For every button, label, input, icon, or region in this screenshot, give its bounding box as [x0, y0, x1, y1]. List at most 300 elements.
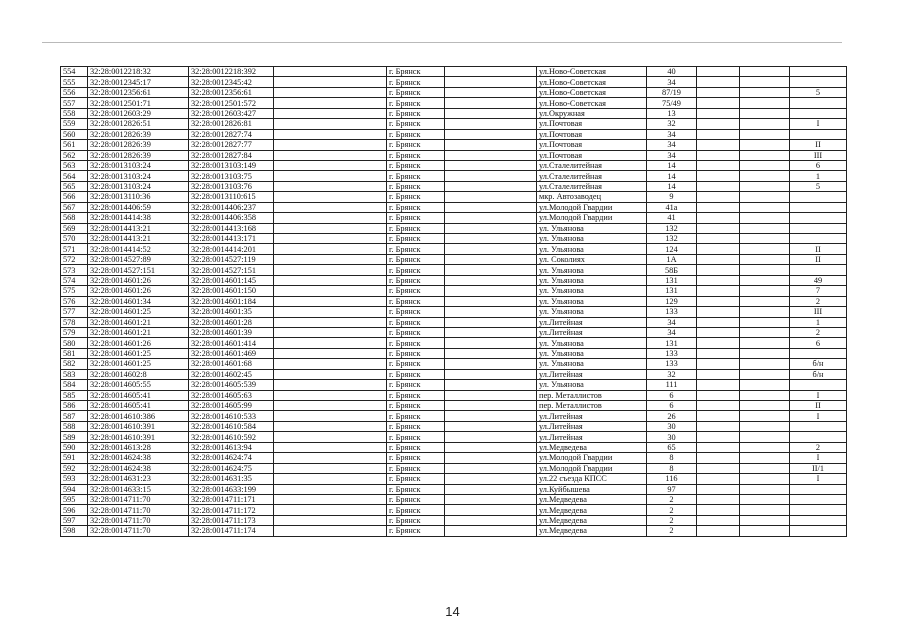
empty-cell	[740, 348, 790, 358]
row-number: 577	[61, 307, 88, 317]
empty-cell	[445, 87, 537, 97]
empty-cell	[740, 463, 790, 473]
street: ул.Ново-Советская	[537, 67, 647, 77]
empty-cell	[697, 401, 740, 411]
block-number: 32:28:0014601:25	[88, 359, 189, 369]
row-number: 554	[61, 67, 88, 77]
empty-cell	[697, 327, 740, 337]
empty-cell	[445, 401, 537, 411]
unit-designation: 6	[790, 160, 847, 170]
unit-designation	[790, 98, 847, 108]
table-row	[61, 234, 847, 244]
block-number: 32:28:0014414:38	[88, 213, 189, 223]
street: ул. Ульянова	[537, 265, 647, 275]
house-number: 75/49	[647, 98, 697, 108]
empty-cell	[697, 526, 740, 536]
empty-cell	[740, 515, 790, 525]
empty-cell	[274, 474, 387, 484]
empty-cell	[740, 421, 790, 431]
street: ул.Литейная	[537, 421, 647, 431]
unit-designation	[790, 484, 847, 494]
street: ул. Ульянова	[537, 348, 647, 358]
empty-cell	[274, 348, 387, 358]
house-number: 132	[647, 234, 697, 244]
empty-cell	[697, 202, 740, 212]
street: ул. Соколиях	[537, 254, 647, 264]
empty-cell	[697, 474, 740, 484]
table-row	[61, 213, 847, 223]
house-number: 87/19	[647, 87, 697, 97]
block-number: 32:28:0014601:26	[88, 275, 189, 285]
row-number: 597	[61, 515, 88, 525]
top-rule	[42, 42, 842, 43]
row-number: 590	[61, 442, 88, 452]
empty-cell	[697, 171, 740, 181]
empty-cell	[445, 432, 537, 442]
block-number: 32:28:0014605:41	[88, 390, 189, 400]
house-number: 32	[647, 119, 697, 129]
empty-cell	[274, 244, 387, 254]
street: ул.Медведева	[537, 526, 647, 536]
empty-cell	[697, 296, 740, 306]
row-number: 586	[61, 401, 88, 411]
unit-designation: III	[790, 307, 847, 317]
house-number: 111	[647, 380, 697, 390]
row-number: 598	[61, 526, 88, 536]
empty-cell	[697, 213, 740, 223]
block-number: 32:28:0014601:21	[88, 327, 189, 337]
row-number: 565	[61, 181, 88, 191]
block-number: 32:28:0014610:386	[88, 411, 189, 421]
street: пер. Металлистов	[537, 401, 647, 411]
empty-cell	[445, 369, 537, 379]
empty-cell	[697, 150, 740, 160]
empty-cell	[445, 98, 537, 108]
empty-cell	[274, 265, 387, 275]
table-row	[61, 77, 847, 87]
city: г. Брянск	[387, 160, 445, 170]
empty-cell	[445, 202, 537, 212]
house-number: 13	[647, 108, 697, 118]
empty-cell	[274, 77, 387, 87]
empty-cell	[697, 442, 740, 452]
table-row	[61, 474, 847, 484]
empty-cell	[697, 181, 740, 191]
empty-cell	[274, 307, 387, 317]
empty-cell	[274, 411, 387, 421]
empty-cell	[697, 254, 740, 264]
row-number: 572	[61, 254, 88, 264]
empty-cell	[697, 453, 740, 463]
street: ул. Ульянова	[537, 296, 647, 306]
table-row	[61, 223, 847, 233]
cadastral-number: 32:28:0014610:592	[189, 432, 274, 442]
empty-cell	[740, 401, 790, 411]
row-number: 556	[61, 87, 88, 97]
empty-cell	[740, 98, 790, 108]
house-number: 30	[647, 421, 697, 431]
street: ул.Почтовая	[537, 129, 647, 139]
empty-cell	[740, 140, 790, 150]
empty-cell	[445, 213, 537, 223]
city: г. Брянск	[387, 140, 445, 150]
empty-cell	[445, 359, 537, 369]
cadastral-number: 32:28:0014610:584	[189, 421, 274, 431]
row-number: 578	[61, 317, 88, 327]
empty-cell	[740, 327, 790, 337]
empty-cell	[274, 160, 387, 170]
row-number: 567	[61, 202, 88, 212]
table-row	[61, 296, 847, 306]
street: ул.Медведева	[537, 442, 647, 452]
empty-cell	[740, 234, 790, 244]
empty-cell	[274, 380, 387, 390]
house-number: 129	[647, 296, 697, 306]
empty-cell	[740, 119, 790, 129]
empty-cell	[740, 338, 790, 348]
city: г. Брянск	[387, 401, 445, 411]
cadastral-number: 32:28:0012356:61	[189, 87, 274, 97]
row-number: 592	[61, 463, 88, 473]
table-row	[61, 87, 847, 97]
cadastral-number: 32:28:0012501:572	[189, 98, 274, 108]
unit-designation: 7	[790, 286, 847, 296]
house-number: 26	[647, 411, 697, 421]
empty-cell	[740, 254, 790, 264]
house-number: 34	[647, 77, 697, 87]
block-number: 32:28:0014711:70	[88, 515, 189, 525]
empty-cell	[445, 484, 537, 494]
row-number: 571	[61, 244, 88, 254]
street: ул. Ульянова	[537, 338, 647, 348]
city: г. Брянск	[387, 327, 445, 337]
cadastral-number: 32:28:0014601:35	[189, 307, 274, 317]
empty-cell	[740, 67, 790, 77]
table-row	[61, 432, 847, 442]
table-row	[61, 401, 847, 411]
city: г. Брянск	[387, 286, 445, 296]
empty-cell	[697, 160, 740, 170]
unit-designation: III	[790, 150, 847, 160]
house-number: 2	[647, 515, 697, 525]
empty-cell	[740, 265, 790, 275]
empty-cell	[697, 244, 740, 254]
table-row	[61, 380, 847, 390]
block-number: 32:28:0014527:89	[88, 254, 189, 264]
cadastral-number: 32:28:0012603:427	[189, 108, 274, 118]
table-row	[61, 317, 847, 327]
empty-cell	[697, 494, 740, 504]
cadastral-number: 32:28:0014414:201	[189, 244, 274, 254]
city: г. Брянск	[387, 453, 445, 463]
row-number: 587	[61, 411, 88, 421]
empty-cell	[274, 67, 387, 77]
unit-designation	[790, 67, 847, 77]
city: г. Брянск	[387, 67, 445, 77]
table-row	[61, 494, 847, 504]
empty-cell	[274, 87, 387, 97]
empty-cell	[274, 213, 387, 223]
table-row	[61, 129, 847, 139]
street: ул.Литейная	[537, 327, 647, 337]
city: г. Брянск	[387, 181, 445, 191]
empty-cell	[740, 390, 790, 400]
city: г. Брянск	[387, 338, 445, 348]
cadastral-number: 32:28:0014601:184	[189, 296, 274, 306]
cadastral-number: 32:28:0014601:28	[189, 317, 274, 327]
empty-cell	[274, 192, 387, 202]
table-row	[61, 338, 847, 348]
unit-designation: 2	[790, 327, 847, 337]
city: г. Брянск	[387, 505, 445, 515]
street: ул. Ульянова	[537, 359, 647, 369]
block-number: 32:28:0014610:391	[88, 421, 189, 431]
cadastral-number: 32:28:0014610:533	[189, 411, 274, 421]
empty-cell	[445, 515, 537, 525]
unit-designation: 5	[790, 181, 847, 191]
block-number: 32:28:0012826:51	[88, 119, 189, 129]
unit-designation	[790, 129, 847, 139]
empty-cell	[445, 171, 537, 181]
street: ул. Ульянова	[537, 244, 647, 254]
row-number: 580	[61, 338, 88, 348]
empty-cell	[740, 77, 790, 87]
table-row	[61, 286, 847, 296]
table-row	[61, 275, 847, 285]
row-number: 559	[61, 119, 88, 129]
city: г. Брянск	[387, 359, 445, 369]
table-row	[61, 453, 847, 463]
empty-cell	[740, 192, 790, 202]
table-row	[61, 463, 847, 473]
empty-cell	[740, 244, 790, 254]
table-row	[61, 98, 847, 108]
empty-cell	[697, 484, 740, 494]
empty-cell	[274, 369, 387, 379]
table-row	[61, 67, 847, 77]
street: ул.Молодой Гвардии	[537, 453, 647, 463]
house-number: 131	[647, 286, 697, 296]
unit-designation	[790, 494, 847, 504]
unit-designation	[790, 108, 847, 118]
empty-cell	[445, 453, 537, 463]
row-number: 574	[61, 275, 88, 285]
unit-designation: б/н	[790, 359, 847, 369]
house-number: 8	[647, 463, 697, 473]
empty-cell	[445, 348, 537, 358]
empty-cell	[697, 505, 740, 515]
cadastral-number: 32:28:0014601:68	[189, 359, 274, 369]
city: г. Брянск	[387, 515, 445, 525]
house-number: 132	[647, 223, 697, 233]
street: ул.Сталелитейная	[537, 160, 647, 170]
empty-cell	[445, 296, 537, 306]
city: г. Брянск	[387, 494, 445, 504]
empty-cell	[697, 108, 740, 118]
street: ул.Почтовая	[537, 140, 647, 150]
unit-designation	[790, 515, 847, 525]
street: ул.Молодой Гвардии	[537, 213, 647, 223]
empty-cell	[274, 275, 387, 285]
city: г. Брянск	[387, 421, 445, 431]
empty-cell	[697, 234, 740, 244]
block-number: 32:28:0014414:52	[88, 244, 189, 254]
block-number: 32:28:0014711:70	[88, 494, 189, 504]
house-number: 6	[647, 401, 697, 411]
city: г. Брянск	[387, 463, 445, 473]
block-number: 32:28:0014601:25	[88, 348, 189, 358]
empty-cell	[445, 129, 537, 139]
empty-cell	[697, 286, 740, 296]
unit-designation: II/1	[790, 463, 847, 473]
table-row	[61, 515, 847, 525]
street: ул.Медведева	[537, 494, 647, 504]
block-number: 32:28:0012826:39	[88, 140, 189, 150]
street: ул. Ульянова	[537, 286, 647, 296]
empty-cell	[740, 505, 790, 515]
block-number: 32:28:0014601:34	[88, 296, 189, 306]
unit-designation: 2	[790, 442, 847, 452]
unit-designation: 1	[790, 317, 847, 327]
empty-cell	[697, 421, 740, 431]
street: ул.Молодой Гвардии	[537, 202, 647, 212]
empty-cell	[697, 67, 740, 77]
empty-cell	[740, 453, 790, 463]
house-number: 14	[647, 181, 697, 191]
unit-designation	[790, 77, 847, 87]
cadastral-number: 32:28:0014406:237	[189, 202, 274, 212]
house-number: 6	[647, 390, 697, 400]
empty-cell	[697, 140, 740, 150]
cadastral-number: 32:28:0014631:35	[189, 474, 274, 484]
street: ул.Литейная	[537, 411, 647, 421]
cadastral-number: 32:28:0014601:150	[189, 286, 274, 296]
empty-cell	[445, 140, 537, 150]
empty-cell	[274, 484, 387, 494]
empty-cell	[445, 160, 537, 170]
unit-designation	[790, 432, 847, 442]
row-number: 575	[61, 286, 88, 296]
house-number: 30	[647, 432, 697, 442]
house-number: 14	[647, 171, 697, 181]
table-row	[61, 254, 847, 264]
unit-designation	[790, 265, 847, 275]
empty-cell	[445, 526, 537, 536]
house-number: 133	[647, 359, 697, 369]
empty-cell	[274, 286, 387, 296]
unit-designation	[790, 505, 847, 515]
empty-cell	[445, 181, 537, 191]
cadastral-number: 32:28:0014711:171	[189, 494, 274, 504]
city: г. Брянск	[387, 192, 445, 202]
street: пер. Металлистов	[537, 390, 647, 400]
street: ул. Ульянова	[537, 234, 647, 244]
unit-designation: II	[790, 254, 847, 264]
empty-cell	[697, 275, 740, 285]
street: ул.Медведева	[537, 505, 647, 515]
cadastral-number: 32:28:0014527:151	[189, 265, 274, 275]
empty-cell	[274, 181, 387, 191]
unit-designation	[790, 213, 847, 223]
empty-cell	[445, 150, 537, 160]
city: г. Брянск	[387, 296, 445, 306]
table-row	[61, 327, 847, 337]
city: г. Брянск	[387, 129, 445, 139]
table-row	[61, 192, 847, 202]
cadastral-number: 32:28:0014601:414	[189, 338, 274, 348]
cadastral-number: 32:28:0013103:76	[189, 181, 274, 191]
house-number: 41а	[647, 202, 697, 212]
cadastral-number: 32:28:0014605:63	[189, 390, 274, 400]
city: г. Брянск	[387, 171, 445, 181]
street: мкр. Автозаводец	[537, 192, 647, 202]
cadastral-number: 32:28:0014601:39	[189, 327, 274, 337]
house-number: 34	[647, 150, 697, 160]
house-number: 65	[647, 442, 697, 452]
row-number: 588	[61, 421, 88, 431]
city: г. Брянск	[387, 234, 445, 244]
block-number: 32:28:0013103:24	[88, 160, 189, 170]
city: г. Брянск	[387, 87, 445, 97]
street: ул. Ульянова	[537, 223, 647, 233]
cadastral-number: 32:28:0012827:84	[189, 150, 274, 160]
row-number: 591	[61, 453, 88, 463]
table-row	[61, 160, 847, 170]
house-number: 34	[647, 129, 697, 139]
table-row	[61, 421, 847, 431]
unit-designation	[790, 192, 847, 202]
empty-cell	[697, 317, 740, 327]
empty-cell	[445, 234, 537, 244]
street: ул.Литейная	[537, 432, 647, 442]
unit-designation	[790, 526, 847, 536]
table-row	[61, 359, 847, 369]
street: ул.Почтовая	[537, 119, 647, 129]
empty-cell	[697, 119, 740, 129]
empty-cell	[697, 338, 740, 348]
unit-designation: 5	[790, 87, 847, 97]
empty-cell	[274, 150, 387, 160]
empty-cell	[697, 265, 740, 275]
empty-cell	[274, 98, 387, 108]
street: ул.Молодой Гвардии	[537, 463, 647, 473]
empty-cell	[740, 317, 790, 327]
house-number: 97	[647, 484, 697, 494]
street: ул.Окружная	[537, 108, 647, 118]
unit-designation	[790, 234, 847, 244]
empty-cell	[445, 390, 537, 400]
empty-cell	[445, 286, 537, 296]
unit-designation	[790, 223, 847, 233]
empty-cell	[274, 338, 387, 348]
unit-designation	[790, 202, 847, 212]
block-number: 32:28:0014602:8	[88, 369, 189, 379]
block-number: 32:28:0014605:55	[88, 380, 189, 390]
table-row	[61, 171, 847, 181]
empty-cell	[740, 296, 790, 306]
empty-cell	[445, 254, 537, 264]
cadastral-number: 32:28:0014605:539	[189, 380, 274, 390]
empty-cell	[697, 129, 740, 139]
table-row	[61, 390, 847, 400]
house-number: 32	[647, 369, 697, 379]
city: г. Брянск	[387, 526, 445, 536]
city: г. Брянск	[387, 265, 445, 275]
cadastral-number: 32:28:0012345:42	[189, 77, 274, 87]
table-row	[61, 181, 847, 191]
empty-cell	[445, 223, 537, 233]
block-number: 32:28:0012356:61	[88, 87, 189, 97]
